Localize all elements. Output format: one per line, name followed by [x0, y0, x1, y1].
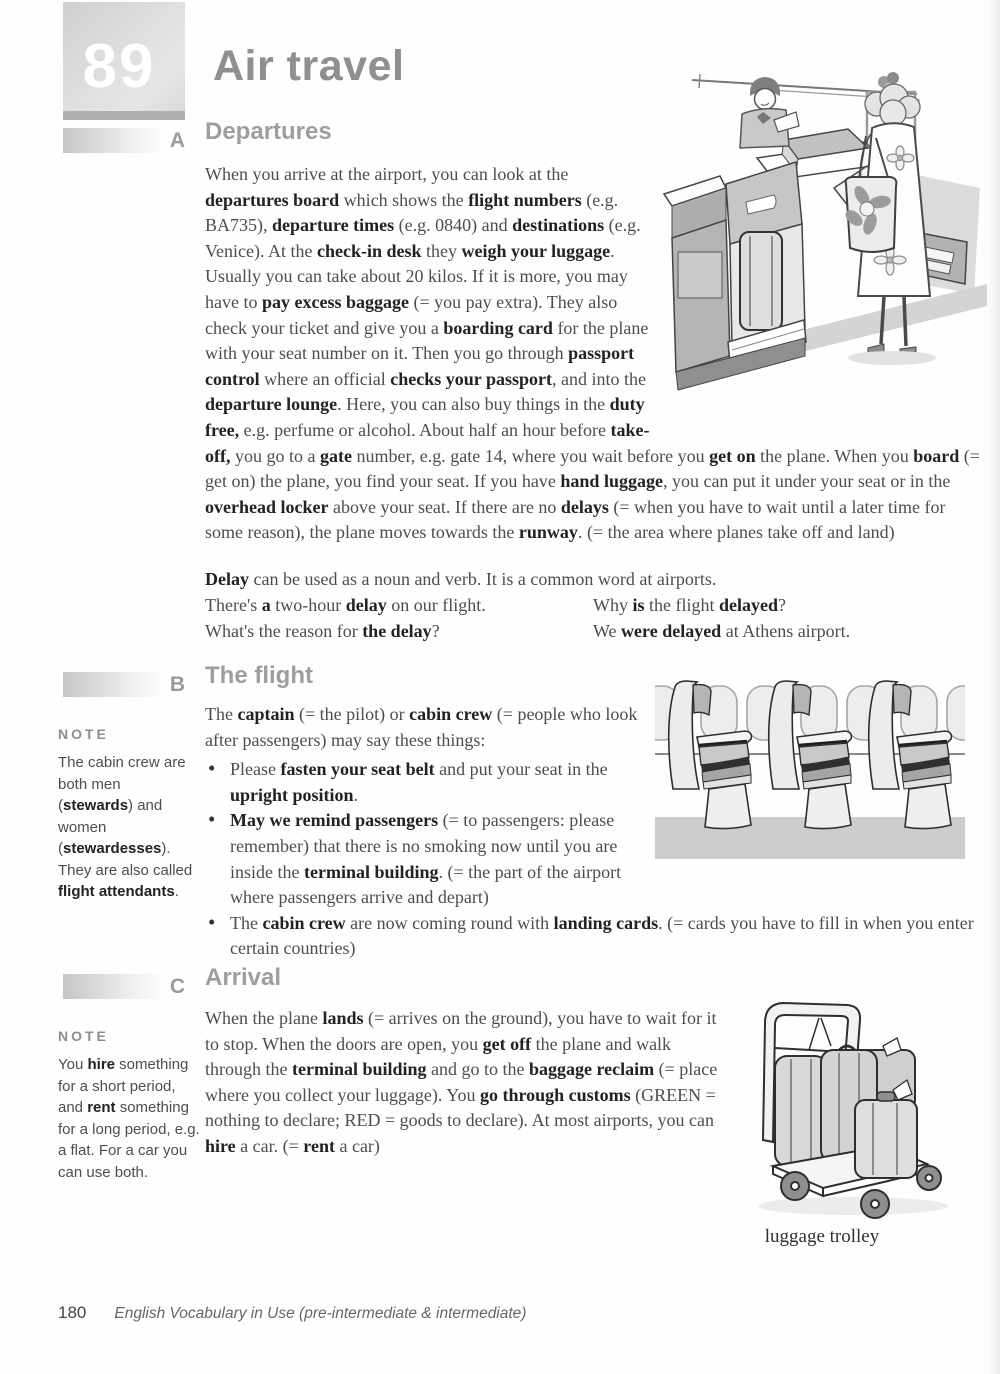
section-marker-strip	[63, 974, 160, 999]
unit-number-box	[63, 2, 185, 120]
delay-example: Why is the flight delayed?	[593, 595, 787, 615]
delay-example-row	[205, 592, 985, 644]
section-b-heading: The flight	[205, 662, 313, 689]
delay-intro: Delay can be used as a noun and verb. It is a common word at airports.	[205, 569, 717, 589]
section-b-letter: B	[169, 672, 185, 696]
note-label: NOTE	[58, 726, 109, 742]
section-b-marker	[63, 672, 185, 697]
book-title: English Vocabulary in Use (pre-intermediate & intermediate)	[114, 1305, 527, 1322]
list-item: • Please fasten your seat belt and put your seat in the upright position.	[205, 757, 985, 808]
list-item: • The cabin crew are now coming round with landing cards. (= cards you have to fill in when you enter certain countries)	[205, 911, 985, 962]
delay-example: There's a two-hour delay on our flight.	[205, 595, 486, 615]
illustration-caption: luggage trolley	[764, 1226, 880, 1247]
section-c-marker	[63, 974, 185, 999]
section-c-paragraph: When the plane lands (= arrives on the ground), you have to wait for it to stop. When the doors are open, you get off the plane and walk through the terminal building and go to the baggage reclaim (= place where you collect your luggage). You go through customs (GREEN = nothing to declare; RED = goods to declare). At most airports, you can hire a car. (= rent a car)	[205, 1008, 718, 1156]
section-c-letter: C	[169, 974, 185, 998]
section-marker-strip	[63, 672, 160, 697]
check-in-desk-scene-icon	[662, 56, 987, 426]
section-a-letter: A	[169, 128, 185, 152]
delay-examples-right	[593, 592, 985, 644]
delay-example: What's the reason for the delay?	[205, 621, 440, 641]
section-c-paragraph-block	[205, 1006, 720, 1160]
section-a-marker	[63, 128, 185, 153]
page-number: 180	[58, 1303, 87, 1322]
section-a-heading: Departures	[205, 118, 332, 145]
section-marker-strip	[63, 128, 160, 153]
note-text: The cabin crew are both men (stewards) and women (stewardesses). They are also called flight attendants.	[58, 754, 193, 900]
section-c-heading: Arrival	[205, 964, 282, 991]
airplane-seats-icon	[655, 672, 965, 867]
section-c-note	[58, 1028, 200, 1183]
luggage-trolley-illustration	[735, 988, 985, 1228]
luggage-trolley-icon	[735, 988, 985, 1228]
note-label: NOTE	[58, 1028, 109, 1044]
page-footer	[58, 1303, 526, 1323]
note-text: You hire something for a short period, and rent something for a long period, e.g. a flat. For a car you can use both.	[58, 1056, 200, 1181]
delay-example: We were delayed at Athens airport.	[593, 621, 851, 641]
check-in-desk-illustration	[662, 56, 987, 426]
section-a-paragraph: When you arrive at the airport, you can look at the departures board which shows the flight numbers (e.g. BA735), departure times (e.g. 0840) and destinations (e.g. Venice). At the check-in desk they weigh your luggage. Usually you can take about 20 kilos. If it is more, you may have to pay excess baggage (= you pay extra). They also check your ticket and give you a boarding card for the plane with your seat number on it. Then you go through passport control where an official checks your passport, and into the departure lounge. Here, you can also buy things in the duty free, e.g. perfume or alcohol. About half an hour before take-off, you go to a gate number, e.g. gate 14, where you wait before you get on the plane. When you board (= get on) the plane, you find your seat. If you have hand luggage, you can put it under your seat or in the overhead locker above your seat. If there are no delays (= when you have to wait until a later time for some reason), the plane moves towards the runway. (= the area where planes take off and land)	[205, 164, 980, 543]
unit-number: 89	[82, 32, 156, 101]
unit-number-underbar	[63, 111, 185, 120]
page-title: Air travel	[213, 42, 405, 90]
section-b-note	[58, 726, 194, 903]
airplane-seats-illustration	[655, 672, 965, 867]
section-b-intro: The captain (= the pilot) or cabin crew (= people who look after passengers) may say these things:	[205, 704, 638, 750]
list-item: • May we remind passengers (= to passengers: please remember) that there is no smoking now until you are inside the terminal building. (= the part of the airport where passengers arrive and depart)	[205, 808, 985, 910]
page-edge-shadow	[988, 0, 1000, 1374]
delay-usage-block	[205, 566, 985, 644]
delay-examples-left	[205, 592, 593, 644]
